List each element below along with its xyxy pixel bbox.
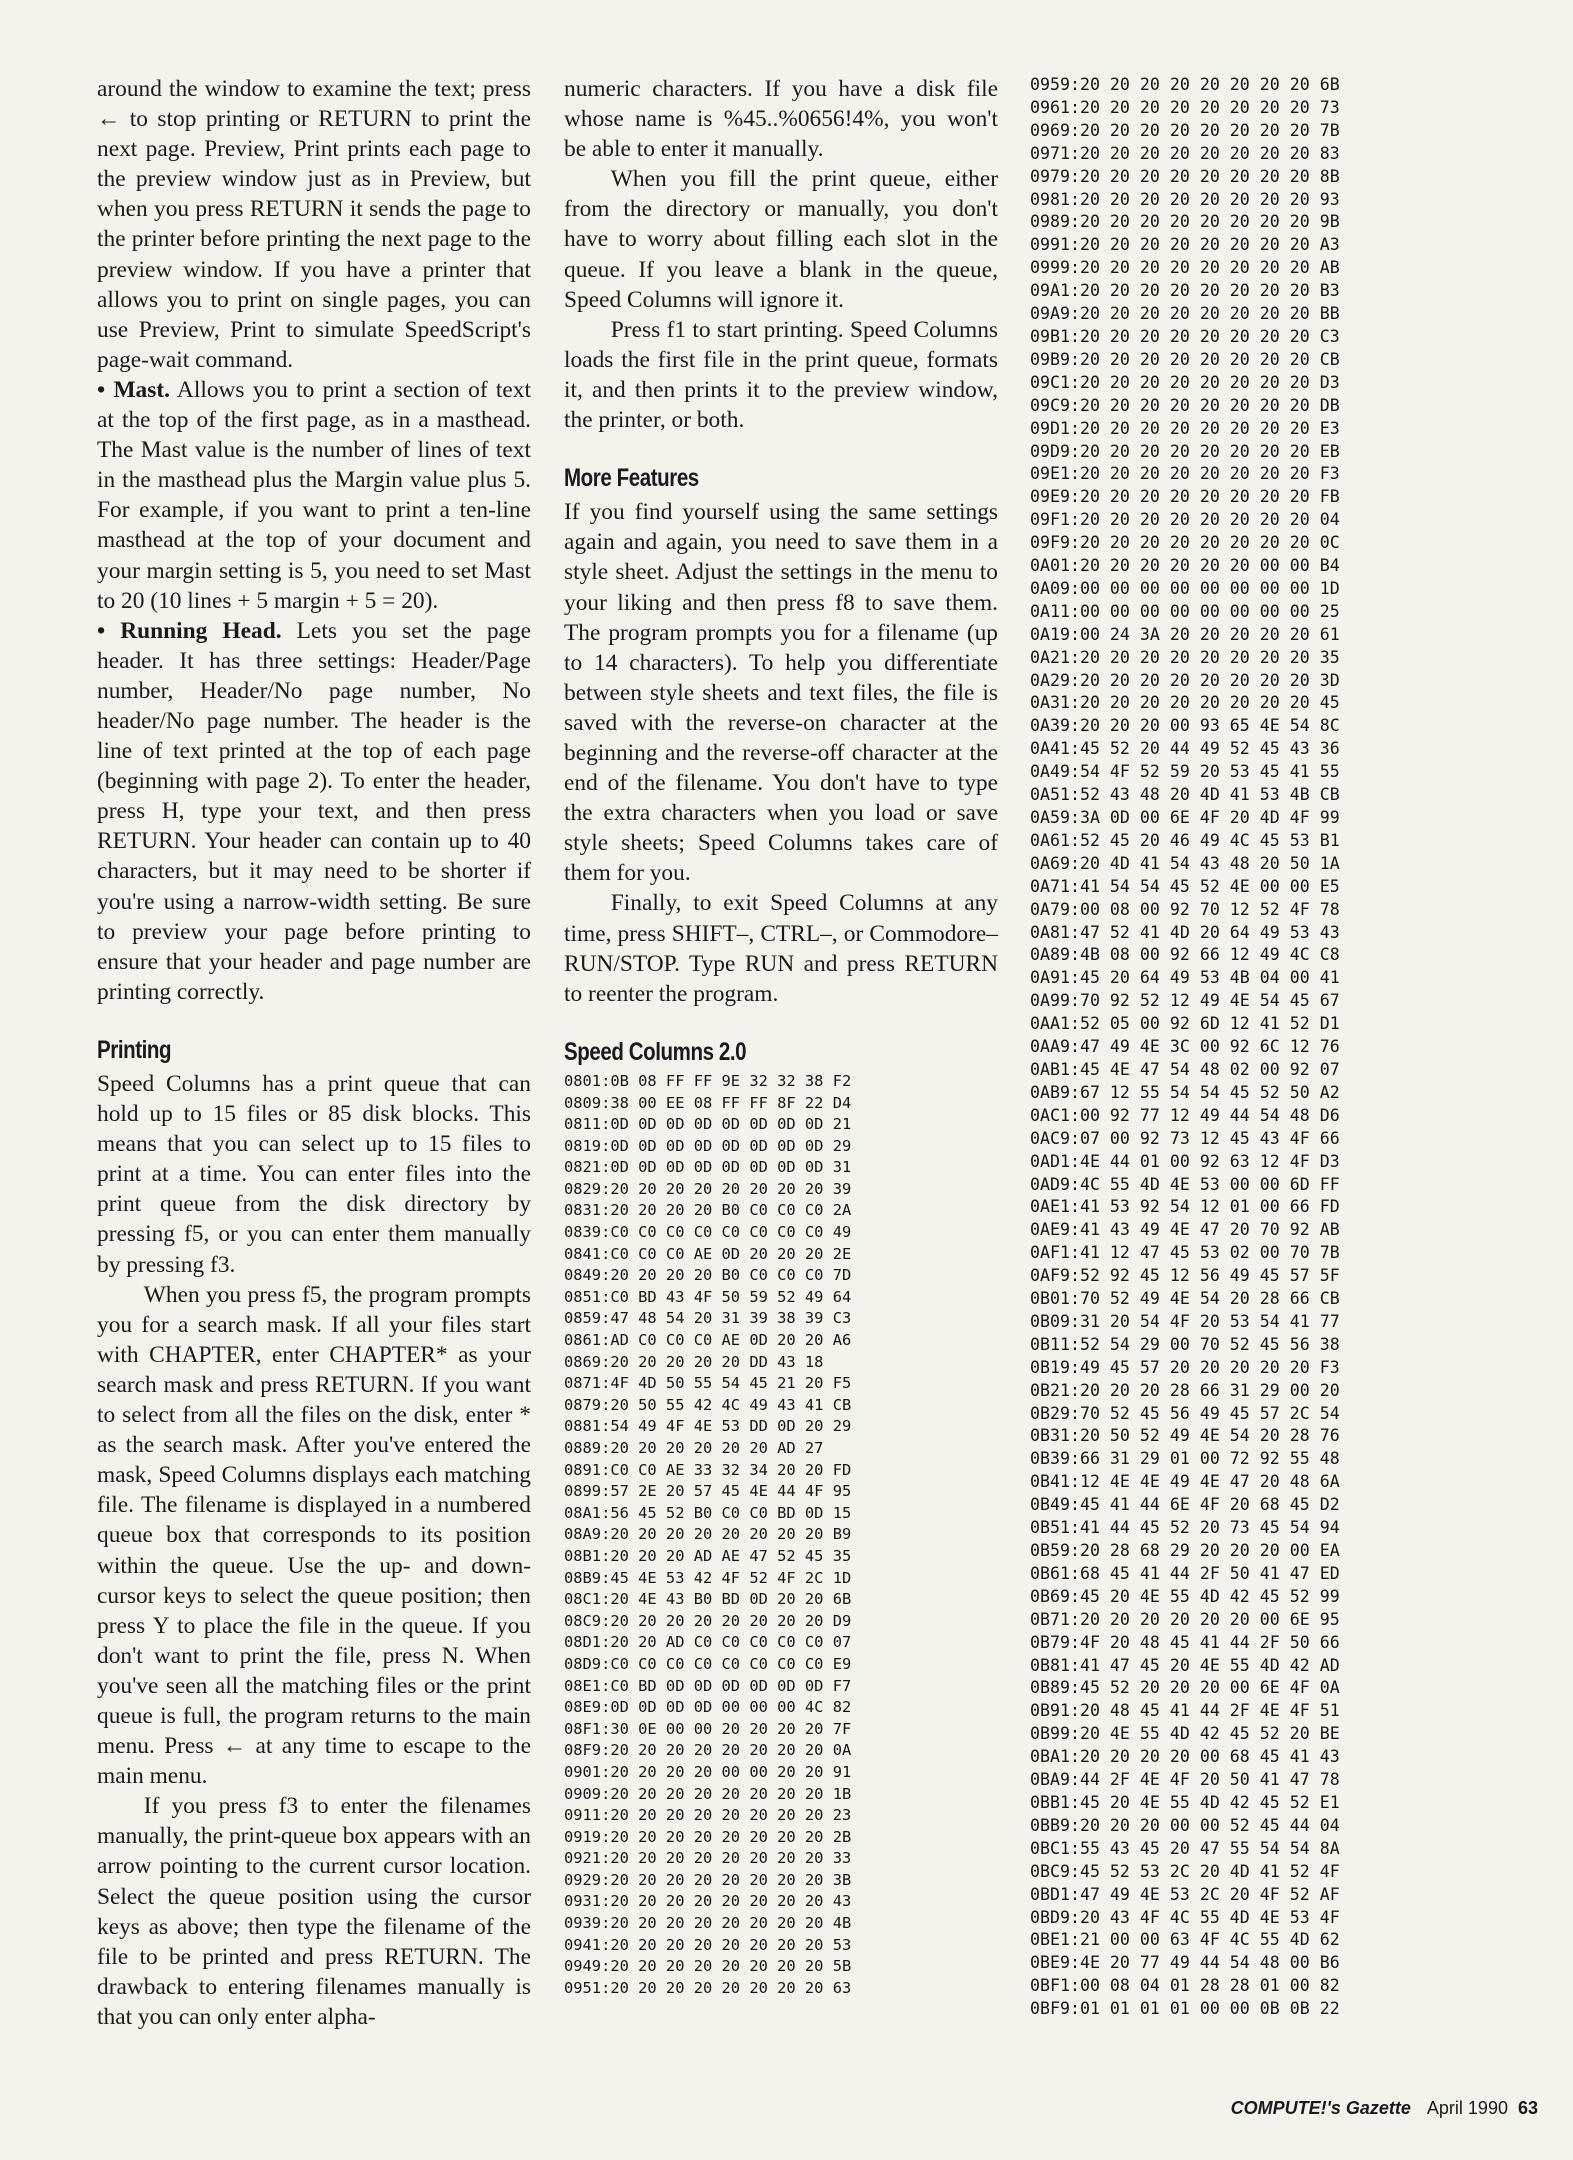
listing-line: 0AC9:07 00 92 73 12 45 43 4F 66 (1030, 1128, 1340, 1148)
listing-line: 08D1:20 20 AD C0 C0 C0 C0 C0 07 (564, 1633, 852, 1652)
listing-line: 0891:C0 C0 AE 33 32 34 20 20 FD (564, 1460, 852, 1479)
listing-line: 0AE1:41 53 92 54 12 01 00 66 FD (1030, 1197, 1340, 1217)
mast-text: Allows you to print a section of text at the top of the first page, as in a masthead. The Mast value is the number of lines of text in the masthead plus the Margin value plus 5. For example, if you want to print a ten-line masthead at the top of your document and your margin setting is 5, you need to set Mast to 20 (10 lines + 5 margin + 5 = 20). (97, 376, 531, 614)
listing-line: 0BB1:45 20 4E 55 4D 42 45 52 E1 (1030, 1792, 1340, 1812)
listing-line: 0BE9:4E 20 77 49 44 54 48 00 B6 (1030, 1953, 1340, 1973)
listing-line: 08D9:C0 C0 C0 C0 C0 C0 C0 C0 E9 (564, 1654, 852, 1673)
column-1 (97, 74, 531, 2032)
listing-line: 0899:57 2E 20 57 45 4E 44 4F 95 (564, 1482, 852, 1501)
listing-line: 0B61:68 45 41 44 2F 50 41 47 ED (1030, 1563, 1340, 1583)
listing-line: 0959:20 20 20 20 20 20 20 20 6B (1030, 75, 1340, 94)
listing-line: 0909:20 20 20 20 20 20 20 20 1B (564, 1784, 852, 1803)
mast-paragraph (97, 375, 531, 616)
magazine-name: COMPUTE!'s Gazette (1230, 2098, 1411, 2118)
listing-line: 0821:0D 0D 0D 0D 0D 0D 0D 0D 31 (564, 1158, 852, 1177)
column-2 (564, 74, 998, 1999)
listing-line: 09A9:20 20 20 20 20 20 20 20 BB (1030, 304, 1340, 324)
listing-line: 0961:20 20 20 20 20 20 20 20 73 (1030, 97, 1340, 117)
listing-line: 0999:20 20 20 20 20 20 20 20 AB (1030, 258, 1340, 278)
listing-line: 09C1:20 20 20 20 20 20 20 20 D3 (1030, 372, 1340, 392)
listing-line: 0B91:20 48 45 41 44 2F 4E 4F 51 (1030, 1701, 1340, 1721)
listing-line: 0969:20 20 20 20 20 20 20 20 7B (1030, 120, 1340, 140)
listing-line: 0A21:20 20 20 20 20 20 20 20 35 (1030, 647, 1340, 667)
paragraph: numeric characters. If you have a disk file whose name is %45..%0656!4%, you won't be able to enter it manually. (564, 76, 998, 163)
listing-line: 0BB9:20 20 20 00 00 52 45 44 04 (1030, 1815, 1340, 1835)
listing-line: 0B49:45 41 44 6E 4F 20 68 45 D2 (1030, 1495, 1340, 1515)
listing-line: 0859:47 48 54 20 31 39 38 39 C3 (564, 1309, 852, 1328)
listing-line: 0841:C0 C0 C0 AE 0D 20 20 20 2E (564, 1244, 852, 1263)
page-footer (1231, 2098, 1538, 2119)
listing-line: 08F9:20 20 20 20 20 20 20 20 0A (564, 1741, 852, 1760)
listing-line: 0A51:52 43 48 20 4D 41 53 4B CB (1030, 785, 1340, 805)
listing-line: 0B31:20 50 52 49 4E 54 20 28 76 (1030, 1426, 1340, 1446)
listing-line: 0BA1:20 20 20 20 00 68 45 41 43 (1030, 1747, 1340, 1767)
listing-line: 0BE1:21 00 00 63 4F 4C 55 4D 62 (1030, 1930, 1340, 1950)
listing-line: 0889:20 20 20 20 20 20 AD 27 (564, 1439, 824, 1457)
listing-line: 0861:AD C0 C0 C0 AE 0D 20 20 A6 (564, 1331, 852, 1350)
listing-line: 0A31:20 20 20 20 20 20 20 20 45 (1030, 693, 1340, 713)
heading-listing: Speed Columns 2.0 (564, 1037, 747, 1066)
paragraph: Press f1 to start printing. Speed Columns loads the first file in the print queue, formats it, and then prints it to the preview window, the printer, or both. (564, 316, 998, 434)
listing-line: 0849:20 20 20 20 B0 C0 C0 C0 7D (564, 1266, 852, 1285)
listing-line: 08A1:56 45 52 B0 C0 C0 BD 0D 15 (564, 1503, 852, 1522)
listing-line: 08F1:30 0E 00 00 20 20 20 20 7F (564, 1719, 852, 1738)
listing-line: 0A19:00 24 3A 20 20 20 20 20 61 (1030, 624, 1340, 644)
listing-line: 0AF1:41 12 47 45 53 02 00 70 7B (1030, 1243, 1340, 1263)
listing-line: 0979:20 20 20 20 20 20 20 20 8B (1030, 166, 1340, 186)
paragraph: around the window to examine the text; press ← to stop printing or RETURN to print the next page. Preview, Print prints each page to the preview window just as in Preview, but when you press RETURN it sends the page to the printer before printing the next page to the preview window. If you have a printer that allows you to print on single pages, you can use Preview, Print to simulate SpeedScript's page-wait command. (97, 76, 531, 373)
listing-line: 0A39:20 20 20 00 93 65 4E 54 8C (1030, 716, 1340, 736)
listing-line: 0B21:20 20 20 28 66 31 29 00 20 (1030, 1380, 1340, 1400)
running-head-paragraph (97, 616, 531, 1007)
paragraph: If you find yourself using the same settings again and again, you need to save them in a style sheet. Adjust the settings in the menu to your liking and then press f8 to save them. The program prompts you for a filename (up to 14 characters). To help you differentiate between style sheets and text files, the file is saved with the reverse-on character at the beginning and the reverse-off character at the end of the filename. You don't have to type the extra characters when you load or save style sheets; Speed Columns takes care of them for you. (564, 499, 998, 887)
listing-line: 08C1:20 4E 43 B0 BD 0D 20 20 6B (564, 1590, 852, 1609)
listing-line: 0911:20 20 20 20 20 20 20 20 23 (564, 1806, 852, 1825)
listing-line: 0BC1:55 43 45 20 47 55 54 54 8A (1030, 1838, 1340, 1858)
listing-line: 0A99:70 92 52 12 49 4E 54 45 67 (1030, 991, 1340, 1011)
article-text-column-1 (97, 74, 531, 2032)
listing-line: 0901:20 20 20 20 00 00 20 20 91 (564, 1762, 852, 1781)
listing-line: 0A71:41 54 54 45 52 4E 00 00 E5 (1030, 876, 1340, 896)
listing-line: 0B39:66 31 29 01 00 72 92 55 48 (1030, 1449, 1340, 1469)
listing-line: 0989:20 20 20 20 20 20 20 20 9B (1030, 212, 1340, 232)
listing-line: 0B71:20 20 20 20 20 20 00 6E 95 (1030, 1609, 1340, 1629)
listing-line: 0B29:70 52 45 56 49 45 57 2C 54 (1030, 1403, 1340, 1423)
listing-line: 09E1:20 20 20 20 20 20 20 20 F3 (1030, 464, 1340, 484)
column-3 (1030, 74, 1542, 2021)
listing-line: 0AD1:4E 44 01 00 92 63 12 4F D3 (1030, 1151, 1340, 1171)
article-text-column-2 (564, 74, 998, 1067)
listing-line: 0B19:49 45 57 20 20 20 20 20 F3 (1030, 1357, 1340, 1377)
listing-line: 0831:20 20 20 20 B0 C0 C0 C0 2A (564, 1201, 852, 1220)
listing-line: 0AC1:00 92 77 12 49 44 54 48 D6 (1030, 1105, 1340, 1125)
listing-line: 0BD9:20 43 4F 4C 55 4D 4E 53 4F (1030, 1907, 1340, 1927)
listing-line: 0A11:00 00 00 00 00 00 00 00 25 (1030, 601, 1340, 621)
listing-line: 0921:20 20 20 20 20 20 20 20 33 (564, 1849, 852, 1868)
listing-line: 08A9:20 20 20 20 20 20 20 20 B9 (564, 1525, 852, 1544)
listing-line: 0801:0B 08 FF FF 9E 32 32 38 F2 (564, 1071, 852, 1090)
listing-line: 0811:0D 0D 0D 0D 0D 0D 0D 0D 21 (564, 1115, 852, 1134)
listing-line: 0B11:52 54 29 00 70 52 45 56 38 (1030, 1334, 1340, 1354)
paragraph: If you press f3 to enter the filenames manually, the print-queue box appears with an arrow pointing to the current cursor location. Select the queue position using the cursor keys as above; then type the filename of the file to be printed and press RETURN. The drawback to entering filenames manually is that you can only enter alpha- (97, 1793, 531, 2030)
listing-line: 0AB9:67 12 55 54 54 45 52 50 A2 (1030, 1082, 1340, 1102)
issue-date: April 1990 (1426, 2098, 1508, 2118)
listing-line: 0B59:20 28 68 29 20 20 20 00 EA (1030, 1541, 1340, 1560)
listing-line: 09A1:20 20 20 20 20 20 20 20 B3 (1030, 281, 1340, 301)
listing-line: 09C9:20 20 20 20 20 20 20 20 DB (1030, 395, 1340, 415)
listing-line: 0AA9:47 49 4E 3C 00 92 6C 12 76 (1030, 1037, 1340, 1057)
listing-line: 0A29:20 20 20 20 20 20 20 20 3D (1030, 670, 1340, 690)
mast-label: • Mast. (97, 376, 170, 403)
listing-line: 0851:C0 BD 43 4F 50 59 52 49 64 (564, 1287, 852, 1306)
listing-line: 0839:C0 C0 C0 C0 C0 C0 C0 C0 49 (564, 1223, 852, 1242)
running-head-label: • Running Head. (97, 617, 282, 644)
paragraph: Speed Columns has a print queue that can hold up to 15 files or 85 disk blocks. This means that you can select up to 15 files to print at a time. You can enter files into the print queue from the disk directory by pressing f5, or you can enter them manually by pressing f3. (97, 1071, 531, 1278)
listing-line: 0A69:20 4D 41 54 43 48 20 50 1A (1030, 853, 1340, 873)
listing-line: 0B41:12 4E 4E 49 4E 47 20 48 6A (1030, 1472, 1340, 1492)
listing-line: 0819:0D 0D 0D 0D 0D 0D 0D 0D 29 (564, 1136, 852, 1155)
listing-line: 0BC9:45 52 53 2C 20 4D 41 52 4F (1030, 1861, 1340, 1881)
listing-line: 09D9:20 20 20 20 20 20 20 20 EB (1030, 441, 1340, 461)
listing-line: 09F9:20 20 20 20 20 20 20 20 0C (1030, 533, 1340, 553)
listing-line: 0A81:47 52 41 4D 20 64 49 53 43 (1030, 922, 1340, 942)
listing-line: 0B89:45 52 20 20 20 00 6E 4F 0A (1030, 1678, 1340, 1698)
listing-line: 0929:20 20 20 20 20 20 20 20 3B (564, 1870, 852, 1889)
listing-line: 0A91:45 20 64 49 53 4B 04 00 41 (1030, 968, 1340, 988)
listing-line: 0AE9:41 43 49 4E 47 20 70 92 AB (1030, 1220, 1340, 1240)
listing-line: 0809:38 00 EE 08 FF FF 8F 22 D4 (564, 1093, 852, 1112)
listing-line: 0A61:52 45 20 46 49 4C 45 53 B1 (1030, 830, 1340, 850)
listing-line: 0971:20 20 20 20 20 20 20 20 83 (1030, 143, 1340, 163)
listing-line: 08B1:20 20 20 AD AE 47 52 45 35 (564, 1546, 852, 1565)
listing-line: 0BF1:00 08 04 01 28 28 01 00 82 (1030, 1976, 1340, 1996)
listing-line: 0A49:54 4F 52 59 20 53 45 41 55 (1030, 762, 1340, 782)
listing-line: 0A09:00 00 00 00 00 00 00 00 1D (1030, 578, 1340, 598)
listing-line: 0871:4F 4D 50 55 54 45 21 20 F5 (564, 1374, 852, 1393)
listing-line: 0AA1:52 05 00 92 6D 12 41 52 D1 (1030, 1014, 1340, 1034)
running-head-text: Lets you set the page header. It has three settings: Header/Page number, Header/No page number, No header/No page number. The header is the line of text printed at the top of each page (beginning with page 2). To enter the header, press H, type your text, and then press RETURN. Your header can contain up to 40 characters, but it may need to be shorter if you're using a narrow-width setting. Be sure to preview your page before printing to ensure that your header and page number are printing correctly. (97, 617, 531, 1005)
listing-line: 08E1:C0 BD 0D 0D 0D 0D 0D 0D F7 (564, 1676, 852, 1695)
page-number: 63 (1517, 2098, 1538, 2118)
listing-line: 0869:20 20 20 20 20 DD 43 18 (564, 1352, 833, 1371)
listing-line: 0951:20 20 20 20 20 20 20 20 63 (564, 1978, 852, 1997)
listing-line: 0BA9:44 2F 4E 4F 20 50 41 47 78 (1030, 1770, 1340, 1790)
listing-line: 0829:20 20 20 20 20 20 20 20 39 (564, 1179, 852, 1198)
listing-line: 0B01:70 52 49 4E 54 20 28 66 CB (1030, 1289, 1340, 1309)
listing-line: 0949:20 20 20 20 20 20 20 20 5B (564, 1957, 852, 1976)
listing-line: 09F1:20 20 20 20 20 20 20 20 04 (1030, 510, 1340, 530)
heading-printing: Printing (97, 1035, 172, 1064)
listing-line: 0991:20 20 20 20 20 20 20 20 A3 (1030, 235, 1340, 255)
listing-line: 0B69:45 20 4E 55 4D 42 45 52 99 (1030, 1586, 1340, 1606)
listing-line: 0A89:4B 08 00 92 66 12 49 4C C8 (1030, 945, 1340, 965)
listing-line: 0939:20 20 20 20 20 20 20 20 4B (564, 1914, 852, 1933)
listing-line: 09E9:20 20 20 20 20 20 20 20 FB (1030, 487, 1340, 507)
listing-line: 09D1:20 20 20 20 20 20 20 20 E3 (1030, 418, 1340, 438)
listing-line: 09B9:20 20 20 20 20 20 20 20 CB (1030, 349, 1340, 369)
listing-line: 0B09:31 20 54 4F 20 53 54 41 77 (1030, 1311, 1340, 1331)
listing-line: 0BD1:47 49 4E 53 2C 20 4F 52 AF (1030, 1884, 1340, 1904)
paragraph: When you press f5, the program prompts you for a search mask. If all your files start with CHAPTER, enter CHAPTER* as your search mask and press RETURN. If you want to select from all the files on the disk, enter * as the search mask. After you've entered the mask, Speed Columns displays each matching file. The filename is displayed in a numbered queue box that corresponds to its position within the queue. Use the up- and down-cursor keys to select the queue position; then press Y to place the file in the queue. If you don't want to print the file, press N. When you've seen all the matching files or the print queue is full, the program returns to the main menu. Press ← at any time to escape to the main menu. (97, 1281, 531, 1790)
listing-line: 08E9:0D 0D 0D 0D 00 00 00 4C 82 (564, 1698, 852, 1717)
hex-listing-part-1 (564, 1071, 998, 2000)
listing-line: 0919:20 20 20 20 20 20 20 20 2B (564, 1827, 852, 1846)
listing-line: 08C9:20 20 20 20 20 20 20 20 D9 (564, 1611, 852, 1630)
listing-line: 0A41:45 52 20 44 49 52 45 43 36 (1030, 739, 1340, 759)
listing-line: 0881:54 49 4F 4E 53 DD 0D 20 29 (564, 1417, 852, 1436)
listing-line: 0B81:41 47 45 20 4E 55 4D 42 AD (1030, 1655, 1340, 1675)
heading-more-features: More Features (564, 464, 699, 493)
paragraph: When you fill the print queue, either from the directory or manually, you don't have to worry about filling each slot in the queue. If you leave a blank in the queue, Speed Columns will ignore it. (564, 166, 998, 313)
listing-line: 0A79:00 08 00 92 70 12 52 4F 78 (1030, 899, 1340, 919)
listing-line: 0931:20 20 20 20 20 20 20 20 43 (564, 1892, 852, 1911)
paragraph: Finally, to exit Speed Columns at any time, press SHIFT–, CTRL–, or Commodore–RUN/STOP. Type RUN and press RETURN to reenter the program. (564, 890, 998, 1007)
listing-line: 0AB1:45 4E 47 54 48 02 00 92 07 (1030, 1059, 1340, 1079)
listing-line: 08B9:45 4E 53 42 4F 52 4F 2C 1D (564, 1568, 852, 1587)
listing-line: 0AD9:4C 55 4D 4E 53 00 00 6D FF (1030, 1174, 1340, 1194)
listing-line: 0941:20 20 20 20 20 20 20 20 53 (564, 1935, 852, 1954)
hex-listing-part-2 (1030, 74, 1542, 2021)
listing-line: 0981:20 20 20 20 20 20 20 20 93 (1030, 189, 1340, 209)
listing-line: 0B79:4F 20 48 45 41 44 2F 50 66 (1030, 1632, 1340, 1652)
listing-line: 0A59:3A 0D 00 6E 4F 20 4D 4F 99 (1030, 808, 1340, 827)
listing-line: 0879:20 50 55 42 4C 49 43 41 CB (564, 1395, 852, 1414)
listing-line: 0B99:20 4E 55 4D 42 45 52 20 BE (1030, 1724, 1340, 1744)
listing-line: 0BF9:01 01 01 01 00 00 0B 0B 22 (1030, 1999, 1340, 2019)
listing-line: 09B1:20 20 20 20 20 20 20 20 C3 (1030, 326, 1340, 346)
listing-line: 0A01:20 20 20 20 20 20 00 00 B4 (1030, 556, 1340, 576)
listing-line: 0B51:41 44 45 52 20 73 45 54 94 (1030, 1518, 1340, 1538)
listing-line: 0AF9:52 92 45 12 56 49 45 57 5F (1030, 1266, 1340, 1286)
